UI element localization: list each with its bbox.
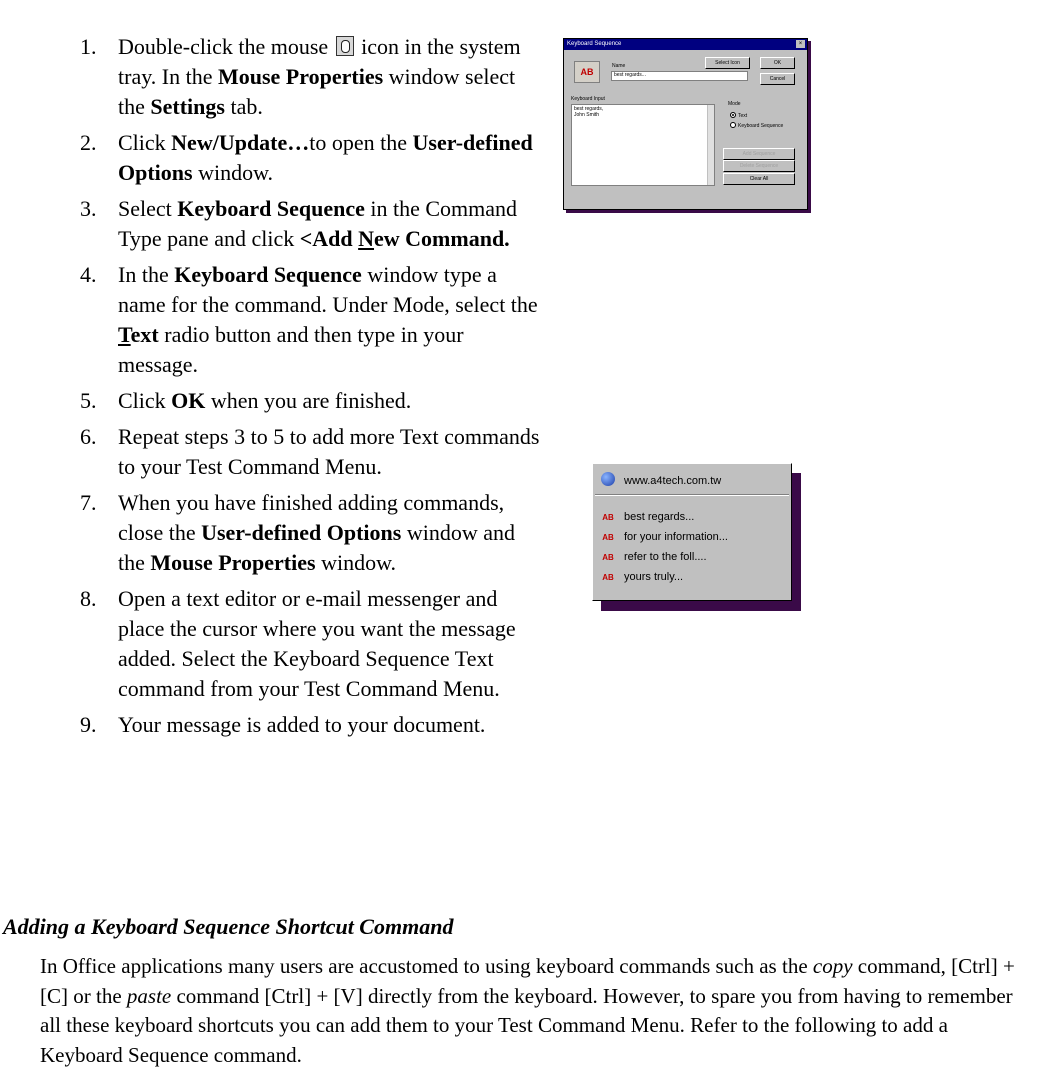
text-run: Your message is added to your document. [118,712,486,737]
step-text [118,488,540,578]
text-run: tab. [224,94,263,119]
step-number: 3. [80,196,97,221]
dialog-title: Keyboard Sequence [567,41,622,47]
step-text [118,584,540,704]
dialog-title-bar [564,39,807,50]
step-number: 7. [80,490,97,515]
ok-button[interactable]: OK [760,57,795,69]
step-number: 1. [80,34,97,59]
text-run: window. [192,160,274,185]
menu-item-label: for your information... [624,531,728,543]
keyboard-input-textarea[interactable] [571,104,715,186]
step-item [80,260,540,380]
select-icon-button[interactable]: Select Icon [705,57,750,69]
text-run: window select the [118,64,516,119]
step-item [80,488,540,578]
text-run: window type a name for the command. Under Mode, select the [118,262,538,317]
globe-icon [601,472,615,486]
cancel-button[interactable]: Cancel [760,73,795,85]
text-run: to open the [309,130,413,155]
step-text [118,260,540,380]
step-text [118,194,540,254]
italic-text: paste [126,983,172,1008]
text-run: Repeat steps 3 to 5 to add more Text commands to your Test Command Menu. [118,424,540,479]
bold-text: Mouse Properties [217,64,384,89]
mode-text-radio[interactable]: Text [730,112,747,119]
text-run: command, [Ctrl] + [C] or the [40,954,1015,1008]
step-item [80,386,540,416]
name-label: Name [612,63,626,69]
bold-text: Keyboard Sequence [177,196,365,221]
text-run: when you are finished. [205,388,412,413]
text-run: Double-click the mouse [118,34,334,59]
keyboard-input-label: Keyboard Input [571,96,605,102]
menu-item[interactable] [601,510,694,525]
ab-icon: AB [602,513,614,522]
bold-text: Keyboard Sequence [174,262,362,287]
ab-icon: AB [602,553,614,562]
step-number: 6. [80,424,97,449]
text-run: icon in the system tray. In the [118,34,521,89]
ab-icon: AB [602,573,614,582]
section-heading: Adding a Keyboard Sequence Shortcut Command [3,914,454,939]
menu-item[interactable] [601,570,683,585]
bold-text: <Add [299,226,359,251]
text-run: Click [118,130,172,155]
text-run: Select [118,196,178,221]
text-run: window and the [118,520,515,575]
step-text [118,128,540,188]
step-item [80,422,540,482]
menu-separator [595,494,789,496]
text-run: command [Ctrl] + [V] directly from the keyboard. However, to spare you from having to remember all these keyboard shortcuts you can add them to your Test Command Menu. Refer to the following to add a Keyboard Sequence command. [40,983,1013,1067]
text-run: radio button and then type in your message. [118,322,464,377]
bold-text: User-defined Options [201,520,402,545]
textarea-scrollbar[interactable] [707,105,714,185]
step-number: 4. [80,262,97,287]
add-sequence-button[interactable]: Add Sequence [723,148,795,160]
step-text [118,32,540,122]
italic-text: copy [812,954,853,978]
step-number: 2. [80,130,97,155]
step-item [80,710,540,740]
mode-keyboard-sequence-radio[interactable]: Keyboard Sequence [730,122,783,129]
text-run: Click [118,388,172,413]
ab-icon: AB [574,61,600,83]
ab-icon: AB [602,533,614,542]
step-number: 5. [80,388,97,413]
text-run: window. [315,550,397,575]
bold-text: Settings [150,94,225,119]
bold-text: Mouse Properties [150,550,316,575]
menu-url: www.a4tech.com.tw [624,475,722,487]
menu-url-item[interactable] [601,472,721,488]
bold-text: User-defined Options [118,130,533,185]
step-item [80,128,540,188]
close-icon[interactable]: × [796,40,805,48]
bold-text: OK [171,388,206,413]
menu-item-label: refer to the foll.... [624,551,707,563]
delete-sequence-button[interactable]: Delete Sequence [723,160,795,172]
bold-text: New/Update… [171,130,310,155]
mode-label: Mode [728,101,741,107]
bold-text: T [118,322,131,347]
step-number: 8. [80,586,97,611]
step-item [80,584,540,704]
step-text [118,710,540,740]
text-run: When you have finished adding commands, close the [118,490,505,545]
menu-item[interactable] [601,550,707,565]
step-item [80,32,540,122]
text-run: in the Command Type pane and click [118,196,518,251]
menu-item[interactable] [601,530,728,545]
step-text [118,386,540,416]
menu-item-label: yours truly... [624,571,684,583]
step-text [118,422,540,482]
bold-text: ext [130,322,159,347]
step-item [80,194,540,254]
keyboard-sequence-dialog-screenshot [563,38,808,210]
mouse-icon [336,36,354,56]
keyboard-input-text: best regards, John Smith [574,106,604,118]
bold-text: N [358,226,375,251]
text-run: In Office applications many users are accustomed to using keyboard commands such as the [40,954,813,978]
clear-all-button[interactable]: Clear All [723,173,795,185]
name-input[interactable]: best regards... [611,71,748,81]
section-paragraph [40,952,1035,1070]
step-number: 9. [80,712,97,737]
text-run: Open a text editor or e-mail messenger and place the cursor where you want the message added. Select the Keyboard Sequence Text command from your Test Command Menu. [118,586,516,701]
text-run: In the [118,262,175,287]
instruction-steps [80,32,540,746]
test-command-menu-screenshot [592,463,792,601]
bold-text: ew Command. [374,226,510,251]
menu-item-label: best regards... [624,511,695,523]
